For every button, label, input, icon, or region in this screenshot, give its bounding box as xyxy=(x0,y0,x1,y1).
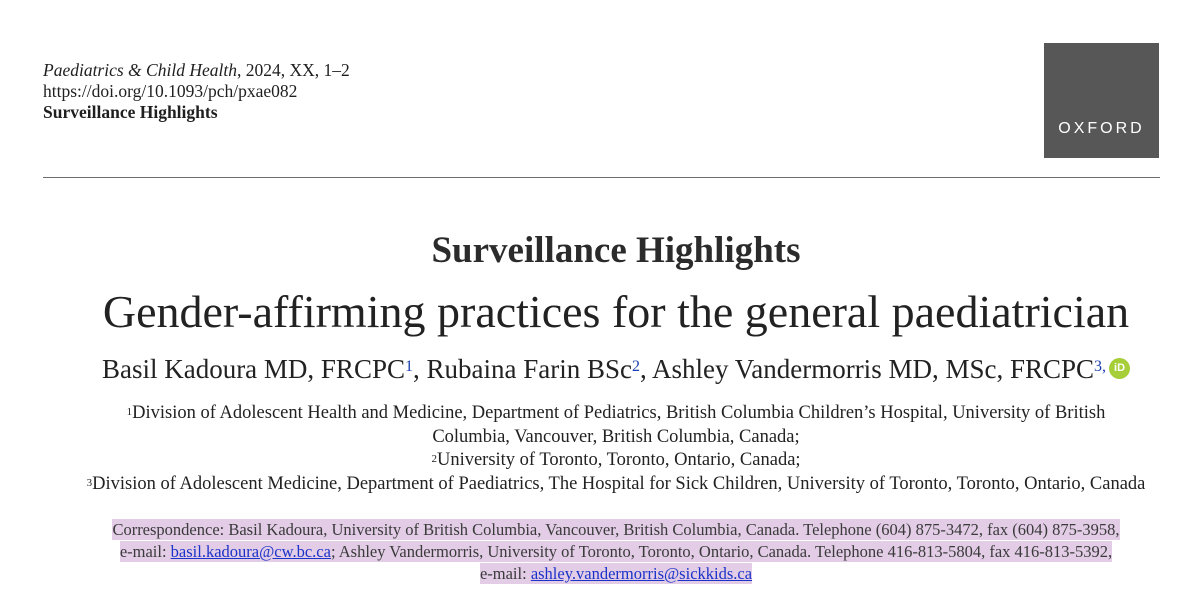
header-divider xyxy=(43,177,1160,178)
affiliation-1-cont: Columbia, Vancouver, British Columbia, Canada; xyxy=(432,426,800,447)
oxford-logo[interactable] xyxy=(1044,43,1159,158)
email-link-kadoura[interactable]: basil.kadoura@cw.bc.ca xyxy=(170,542,331,561)
affiliation-number: 1 xyxy=(126,406,133,418)
affiliation-ref[interactable]: 3 xyxy=(1094,358,1103,375)
correspondence-line-2 xyxy=(0,541,1200,563)
email-label: e-mail: xyxy=(479,564,531,583)
correspondence-line-1 xyxy=(0,519,1200,541)
author-list xyxy=(0,352,1200,386)
affiliation-number: 3 xyxy=(86,476,93,489)
correspondence-text: Correspondence: Basil Kadoura, University of British Columbia, Vancouver, British Columbia, Canada. Telephone (604) 875-3472, fax (604) 875-3958, xyxy=(112,520,1120,539)
oxford-logo-text: OXFORD xyxy=(1058,120,1145,137)
author-comma: , xyxy=(1102,358,1107,375)
journal-details: , 2024, XX, 1–2 xyxy=(236,60,350,80)
correspondence-line-3 xyxy=(0,563,1200,585)
author-name[interactable]: Ashley Vandermorris MD, MSc, FRCPC xyxy=(651,354,1095,384)
correspondence-text: ; Ashley Vandermorris, University of Toronto, Toronto, Ontario, Canada. Telephone 416-813-5804, fax 416-813-5392, xyxy=(330,542,1113,561)
section-label: Surveillance Highlights xyxy=(43,102,218,122)
author-separator: , xyxy=(639,354,652,384)
journal-citation xyxy=(43,60,350,81)
journal-header xyxy=(43,60,350,123)
affiliation-3 xyxy=(0,473,1200,497)
email-label: e-mail: xyxy=(119,542,171,561)
section-heading: Surveillance Highlights xyxy=(431,230,801,271)
affiliation-text: University of Toronto, Toronto, Ontario, Canada; xyxy=(436,450,801,470)
article-title: Gender-affirming practices for the general paediatrician xyxy=(102,286,1130,337)
correspondence xyxy=(0,519,1200,585)
affiliation-2 xyxy=(0,449,1200,473)
orcid-icon[interactable]: iD xyxy=(1109,358,1130,379)
affiliation-text: Division of Adolescent Medicine, Department of Paediatrics, The Hospital for Sick Children, University of Toronto, Toronto, Ontario, Canada xyxy=(92,473,1146,494)
affiliation-number: 2 xyxy=(431,453,437,465)
email-link-vandermorris[interactable]: ashley.vandermorris@sickkids.ca xyxy=(530,564,753,583)
affiliation-ref[interactable]: 2 xyxy=(631,358,640,375)
doi-link[interactable]: https://doi.org/10.1093/pch/pxae082 xyxy=(43,81,298,101)
journal-name: Paediatrics & Child Health xyxy=(43,60,237,80)
affiliation-ref[interactable]: 1 xyxy=(404,358,413,375)
author-separator: , xyxy=(412,354,427,384)
author-name[interactable]: Basil Kadoura MD, FRCPC xyxy=(101,354,405,384)
author-name[interactable]: Rubaina Farin BSc xyxy=(426,354,632,384)
affiliation-1 xyxy=(0,402,1200,426)
affiliations xyxy=(0,402,1200,496)
affiliation-text: Division of Adolescent Health and Medicine, Department of Pediatrics, British Columbia Children’s Hospital, University of British xyxy=(132,403,1106,423)
